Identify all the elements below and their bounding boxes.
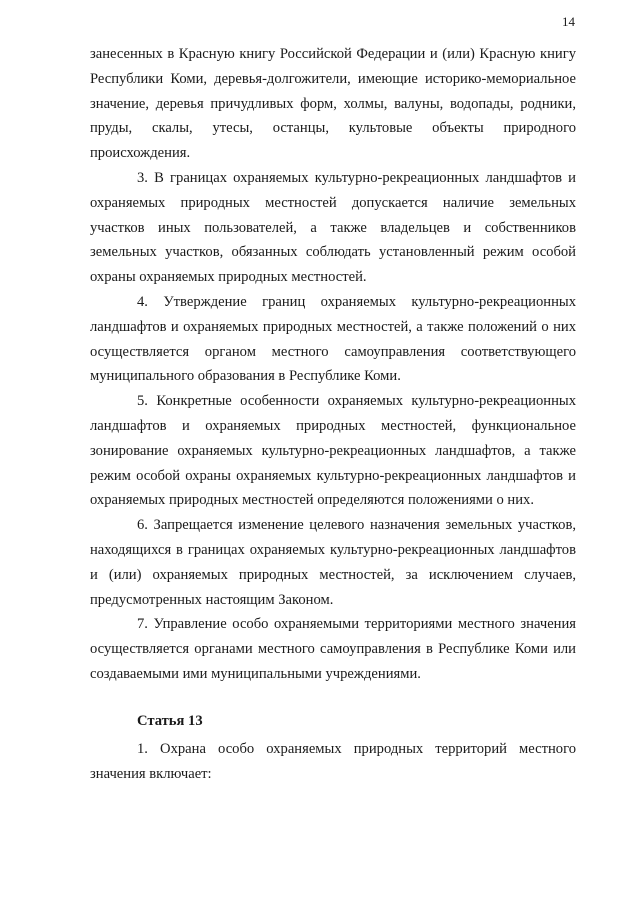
paragraph-7: 7. Управление особо охраняемыми территориями местного значения осуществляется органами местного самоуправления в Республике Коми или создаваемыми ими муниципальными учреждениями. bbox=[90, 616, 576, 682]
paragraph-6: 6. Запрещается изменение целевого назначения земельных участков, находящихся в границах охраняемых культурно-рекреационных ландшафтов и (или) охраняемых природных местностей, за исключением случаев, предусмотренных настоящим Законом. bbox=[90, 517, 576, 608]
article-12-body bbox=[90, 42, 576, 687]
paragraph-5: 5. Конкретные особенности охраняемых культурно-рекреационных ландшафтов и охраняемых природных местностей, функциональное зонирование охраняемых культурно-рекреационных ландшафтов, а также режим особой охраны охраняемых культурно-рекреационных ландшафтов и охраняемых природных местностей определяются положениями о них. bbox=[90, 393, 576, 509]
article-heading: Статья 13 bbox=[137, 713, 203, 729]
article-13-body bbox=[90, 737, 576, 787]
page-number: 14 bbox=[562, 14, 575, 29]
article-13-paragraph-1: 1. Охрана особо охраняемых природных территорий местного значения включает: bbox=[90, 741, 576, 782]
paragraph-3: 3. В границах охраняемых культурно-рекреационных ландшафтов и охраняемых природных местностей допускается наличие земельных участков иных пользователей, а также владельцев и собственников земельных участков, обязанных соблюдать установленный режим особой охраны охраняемых природных местностей. bbox=[90, 169, 576, 286]
paragraph-continuation: занесенных в Красную книгу Российской Федерации и (или) Красную книгу Республики Коми, деревья-долгожители, имеющие историко-мемориальное значение, деревья причудливых форм, холмы, валуны, водопады, родники, пруды, скалы, утесы, останцы, культовые объекты природного происхождения. bbox=[90, 46, 576, 162]
paragraph-4: 4. Утверждение границ охраняемых культурно-рекреационных ландшафтов и охраняемых природных местностей, а также положений о них осуществляется органом местного самоуправления соответствующего муниципального образования в Республике Коми. bbox=[90, 293, 576, 385]
